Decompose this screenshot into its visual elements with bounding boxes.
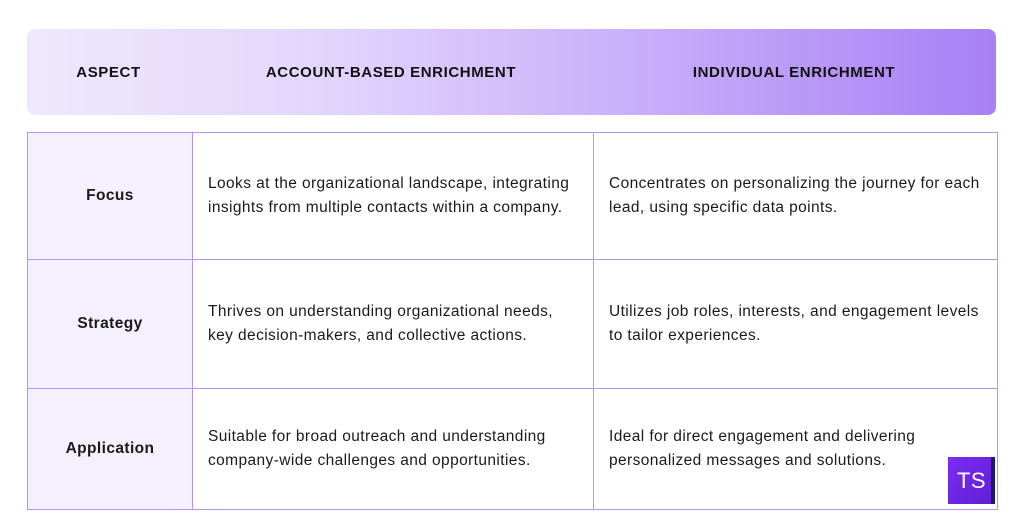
individual-cell: Ideal for direct engagement and delivering personalized messages and solutions.	[594, 389, 998, 510]
aspect-cell-application: Application	[28, 389, 193, 510]
account-based-cell: Suitable for broad outreach and understanding company-wide challenges and opportunities.	[193, 389, 594, 510]
table-row	[28, 133, 998, 260]
table-row	[28, 260, 998, 389]
table-row	[28, 389, 998, 510]
comparison-table	[27, 132, 998, 510]
account-based-cell: Looks at the organizational landscape, integrating insights from multiple contacts within a company.	[193, 133, 594, 260]
aspect-cell-strategy: Strategy	[28, 260, 193, 389]
ts-logo-text: TS	[956, 467, 987, 493]
individual-cell: Concentrates on personalizing the journey for each lead, using specific data points.	[594, 133, 998, 260]
individual-cell: Utilizes job roles, interests, and engagement levels to tailor experiences.	[594, 260, 998, 389]
header-individual-enrichment: INDIVIDUAL ENRICHMENT	[692, 63, 896, 81]
logo-accent-strip	[991, 457, 995, 504]
header-account-based-enrichment: ACCOUNT-BASED ENRICHMENT	[265, 63, 517, 81]
account-based-cell: Thrives on understanding organizational needs, key decision-makers, and collective actions.	[193, 260, 594, 389]
table-header	[27, 29, 996, 115]
ts-logo	[948, 457, 995, 504]
header-aspect: ASPECT	[76, 63, 141, 81]
aspect-cell-focus: Focus	[28, 133, 193, 260]
